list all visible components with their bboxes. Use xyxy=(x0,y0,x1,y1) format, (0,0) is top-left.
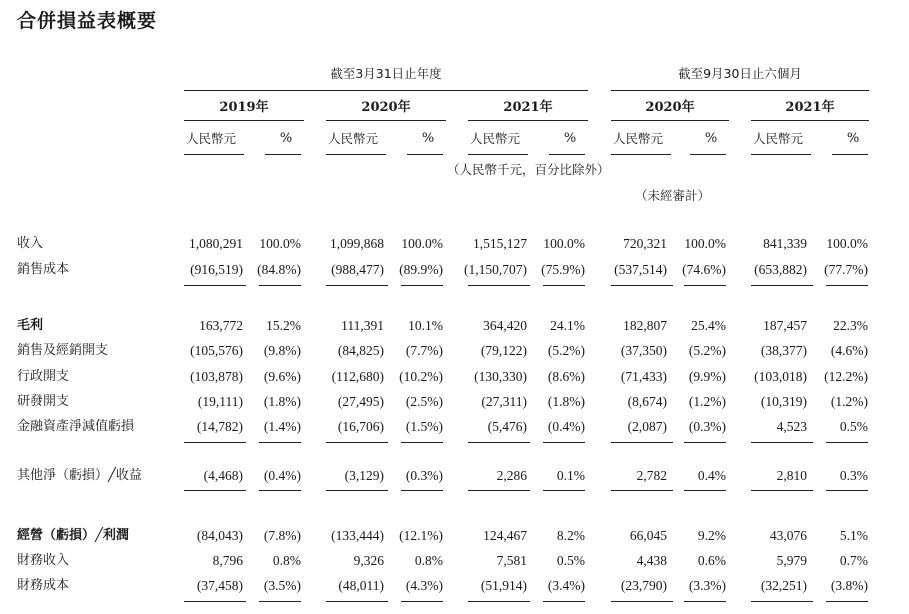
cell-amount: 187,457 xyxy=(763,318,807,333)
subtotal-rule xyxy=(611,601,673,602)
row-label: 收入 xyxy=(17,236,44,251)
cell-percent: (84.8%) xyxy=(257,262,301,277)
year-rule xyxy=(751,120,869,121)
cell-percent: (0.4%) xyxy=(547,419,585,434)
cell-percent: (74.6%) xyxy=(682,262,726,277)
cell-amount: (537,514) xyxy=(614,262,667,277)
cell-amount: (14,782) xyxy=(196,419,243,434)
cell-percent: 9.2% xyxy=(697,528,726,543)
cell-percent: (7.7%) xyxy=(405,343,443,358)
cell-amount: 111,391 xyxy=(341,318,384,333)
cell-amount: (23,790) xyxy=(620,578,667,593)
cell-percent: 22.3% xyxy=(833,318,868,333)
subtotal-rule xyxy=(543,490,585,491)
cell-percent: (1.4%) xyxy=(263,419,301,434)
currency-header: 人民幣元 xyxy=(186,131,237,146)
cell-percent: (0.4%) xyxy=(263,468,301,483)
percent-header: % xyxy=(421,131,435,146)
currency-rule xyxy=(326,154,386,155)
cell-percent: (9.8%) xyxy=(263,343,301,358)
cell-percent: (8.6%) xyxy=(547,369,585,384)
subtotal-rule xyxy=(259,601,301,602)
cell-amount: (10,319) xyxy=(760,394,807,409)
subtotal-rule xyxy=(326,601,388,602)
cell-percent: 0.8% xyxy=(272,553,301,568)
subtotal-rule xyxy=(259,490,301,491)
cell-amount: (27,495) xyxy=(337,394,384,409)
cell-percent: (9.9%) xyxy=(688,369,726,384)
subtotal-rule xyxy=(751,442,813,443)
cell-amount: (988,477) xyxy=(331,262,384,277)
row-label: 財務收入 xyxy=(17,553,70,568)
cell-amount: (48,011) xyxy=(338,578,384,593)
cell-percent: 8.2% xyxy=(556,528,585,543)
year-header: 2021年 xyxy=(785,100,835,115)
cell-percent: (10.2%) xyxy=(399,369,443,384)
cell-percent: (5.2%) xyxy=(688,343,726,358)
cell-amount: (5,476) xyxy=(487,419,527,434)
cell-amount: (8,674) xyxy=(627,394,667,409)
cell-percent: 100.0% xyxy=(543,236,585,251)
cell-percent: (9.6%) xyxy=(263,369,301,384)
cell-amount: (112,680) xyxy=(331,369,384,384)
cell-percent: (2.5%) xyxy=(405,394,443,409)
cell-amount: 4,523 xyxy=(776,419,807,434)
cell-amount: 9,326 xyxy=(353,553,384,568)
cell-amount: 43,076 xyxy=(769,528,807,543)
cell-percent: (3.8%) xyxy=(830,578,868,593)
cell-percent: (3.5%) xyxy=(263,578,301,593)
subtotal-rule xyxy=(543,442,585,443)
year-header: 2020年 xyxy=(645,100,695,115)
cell-percent: 0.4% xyxy=(697,468,726,483)
row-label: 毛利 xyxy=(17,318,44,333)
cell-percent: 100.0% xyxy=(684,236,726,251)
cell-percent: (0.3%) xyxy=(688,419,726,434)
cell-amount: (2,087) xyxy=(627,419,667,434)
year-rule xyxy=(184,120,304,121)
cell-amount: 2,782 xyxy=(636,468,667,483)
row-label: 研發開支 xyxy=(17,394,70,409)
cell-percent: (5.2%) xyxy=(547,343,585,358)
cell-amount: 8,796 xyxy=(212,553,243,568)
subtotal-rule xyxy=(684,442,726,443)
subtotal-rule xyxy=(401,601,443,602)
percent-rule xyxy=(832,154,868,155)
cell-amount: (3,129) xyxy=(344,468,384,483)
subtotal-rule xyxy=(826,601,868,602)
cell-amount: (84,825) xyxy=(337,343,384,358)
cell-amount: (19,111) xyxy=(197,394,243,409)
cell-percent: 100.0% xyxy=(401,236,443,251)
subtotal-rule xyxy=(751,601,813,602)
cell-amount: (71,433) xyxy=(620,369,667,384)
row-label: 經營（虧損）╱利潤 xyxy=(17,528,129,543)
currency-header: 人民幣元 xyxy=(328,131,379,146)
currency-rule xyxy=(611,154,671,155)
cell-percent: (12.1%) xyxy=(399,528,443,543)
subtotal-rule xyxy=(468,285,530,286)
cell-amount: 720,321 xyxy=(623,236,667,251)
subtotal-rule xyxy=(468,442,530,443)
cell-percent: (75.9%) xyxy=(541,262,585,277)
percent-rule xyxy=(690,154,726,155)
cell-amount: (79,122) xyxy=(480,343,527,358)
row-label: 行政開支 xyxy=(17,369,70,384)
cell-amount: 124,467 xyxy=(483,528,527,543)
subtotal-rule xyxy=(401,490,443,491)
cell-percent: 100.0% xyxy=(826,236,868,251)
cell-amount: (103,018) xyxy=(754,369,807,384)
subtotal-rule xyxy=(259,442,301,443)
cell-amount: (130,330) xyxy=(474,369,527,384)
cell-percent: (3.4%) xyxy=(547,578,585,593)
cell-amount: 4,438 xyxy=(636,553,667,568)
cell-percent: 0.7% xyxy=(839,553,868,568)
percent-rule xyxy=(407,154,443,155)
cell-percent: (89.9%) xyxy=(399,262,443,277)
cell-amount: (38,377) xyxy=(760,343,807,358)
cell-amount: (16,706) xyxy=(337,419,384,434)
row-label: 財務成本 xyxy=(17,578,70,593)
subtotal-rule xyxy=(184,285,246,286)
subtotal-rule xyxy=(468,490,530,491)
row-label: 其他淨（虧損）╱收益 xyxy=(17,468,142,483)
cell-percent: 5.1% xyxy=(839,528,868,543)
cell-percent: (7.8%) xyxy=(263,528,301,543)
currency-rule xyxy=(468,154,528,155)
cell-amount: 2,286 xyxy=(496,468,527,483)
cell-percent: 24.1% xyxy=(550,318,585,333)
cell-percent: (1.2%) xyxy=(688,394,726,409)
cell-amount: (37,350) xyxy=(620,343,667,358)
cell-percent: 0.8% xyxy=(414,553,443,568)
group-rule-half xyxy=(611,90,869,91)
subtotal-rule xyxy=(611,442,673,443)
subtotal-rule xyxy=(684,285,726,286)
cell-amount: (4,468) xyxy=(203,468,243,483)
cell-amount: (1,150,707) xyxy=(464,262,527,277)
year-header: 2020年 xyxy=(361,100,411,115)
cell-percent: 0.6% xyxy=(697,553,726,568)
year-rule xyxy=(468,120,588,121)
cell-percent: (1.8%) xyxy=(263,394,301,409)
cell-percent: 0.1% xyxy=(556,468,585,483)
subtotal-rule xyxy=(611,490,673,491)
year-rule xyxy=(326,120,446,121)
cell-percent: (12.2%) xyxy=(824,369,868,384)
cell-amount: 7,581 xyxy=(496,553,527,568)
cell-amount: (103,878) xyxy=(190,369,243,384)
cell-amount: (51,914) xyxy=(480,578,527,593)
cell-amount: 2,810 xyxy=(776,468,807,483)
cell-amount: 66,045 xyxy=(629,528,667,543)
cell-amount: 5,979 xyxy=(776,553,807,568)
subtotal-rule xyxy=(611,285,673,286)
cell-amount: (32,251) xyxy=(760,578,807,593)
cell-amount: 163,772 xyxy=(199,318,243,333)
currency-header: 人民幣元 xyxy=(753,131,804,146)
cell-percent: 0.5% xyxy=(839,419,868,434)
cell-percent: (1.2%) xyxy=(830,394,868,409)
cell-amount: 1,080,291 xyxy=(189,236,243,251)
subtotal-rule xyxy=(826,285,868,286)
percent-header: % xyxy=(279,131,293,146)
cell-amount: (916,519) xyxy=(190,262,243,277)
subtotal-rule xyxy=(401,285,443,286)
cell-amount: 1,099,868 xyxy=(330,236,384,251)
percent-header: % xyxy=(846,131,860,146)
cell-percent: 0.3% xyxy=(839,468,868,483)
cell-percent: (1.5%) xyxy=(405,419,443,434)
currency-rule xyxy=(751,154,811,155)
subtotal-rule xyxy=(751,490,813,491)
subtotal-rule xyxy=(543,601,585,602)
cell-percent: (4.3%) xyxy=(405,578,443,593)
unit-note: （人民幣千元，百分比除外） xyxy=(447,162,610,177)
cell-percent: (1.8%) xyxy=(547,394,585,409)
year-rule xyxy=(611,120,729,121)
cell-percent: 0.5% xyxy=(556,553,585,568)
cell-amount: (27,311) xyxy=(481,394,527,409)
subtotal-rule xyxy=(259,285,301,286)
percent-rule xyxy=(549,154,585,155)
subtotal-rule xyxy=(326,285,388,286)
cell-percent: (77.7%) xyxy=(824,262,868,277)
percent-rule xyxy=(265,154,301,155)
cell-percent: 15.2% xyxy=(266,318,301,333)
percent-header: % xyxy=(704,131,718,146)
subtotal-rule xyxy=(751,285,813,286)
row-label: 銷售成本 xyxy=(17,262,70,277)
subtotal-rule xyxy=(826,490,868,491)
unaudited-note: （未經審計） xyxy=(635,188,711,203)
group-rule-annual xyxy=(184,90,588,91)
cell-amount: (105,576) xyxy=(190,343,243,358)
cell-amount: 1,515,127 xyxy=(473,236,527,251)
subtotal-rule xyxy=(684,490,726,491)
subtotal-rule xyxy=(684,601,726,602)
cell-amount: (37,458) xyxy=(196,578,243,593)
cell-percent: 25.4% xyxy=(691,318,726,333)
subtotal-rule xyxy=(184,601,246,602)
subtotal-rule xyxy=(826,442,868,443)
currency-header: 人民幣元 xyxy=(613,131,664,146)
cell-percent: (0.3%) xyxy=(405,468,443,483)
currency-rule xyxy=(184,154,244,155)
subtotal-rule xyxy=(184,490,246,491)
group-header-half: 截至9月30日止六個月 xyxy=(678,66,802,81)
subtotal-rule xyxy=(326,442,388,443)
year-header: 2019年 xyxy=(219,100,269,115)
row-label: 金融資產淨減值虧損 xyxy=(17,419,135,434)
cell-percent: (4.6%) xyxy=(830,343,868,358)
subtotal-rule xyxy=(184,442,246,443)
currency-header: 人民幣元 xyxy=(470,131,521,146)
cell-amount: 364,420 xyxy=(483,318,527,333)
group-header-annual: 截至3月31日止年度 xyxy=(330,66,442,81)
subtotal-rule xyxy=(468,601,530,602)
percent-header: % xyxy=(563,131,577,146)
subtotal-rule xyxy=(401,442,443,443)
row-label: 銷售及經銷開支 xyxy=(17,343,109,358)
page-title: 合併損益表概要 xyxy=(17,10,158,32)
cell-amount: (133,444) xyxy=(331,528,384,543)
cell-amount: 841,339 xyxy=(763,236,807,251)
cell-percent: (3.3%) xyxy=(688,578,726,593)
subtotal-rule xyxy=(326,490,388,491)
year-header: 2021年 xyxy=(503,100,553,115)
cell-percent: 10.1% xyxy=(408,318,443,333)
cell-amount: (653,882) xyxy=(754,262,807,277)
subtotal-rule xyxy=(543,285,585,286)
cell-percent: 100.0% xyxy=(259,236,301,251)
cell-amount: 182,807 xyxy=(623,318,667,333)
cell-amount: (84,043) xyxy=(196,528,243,543)
